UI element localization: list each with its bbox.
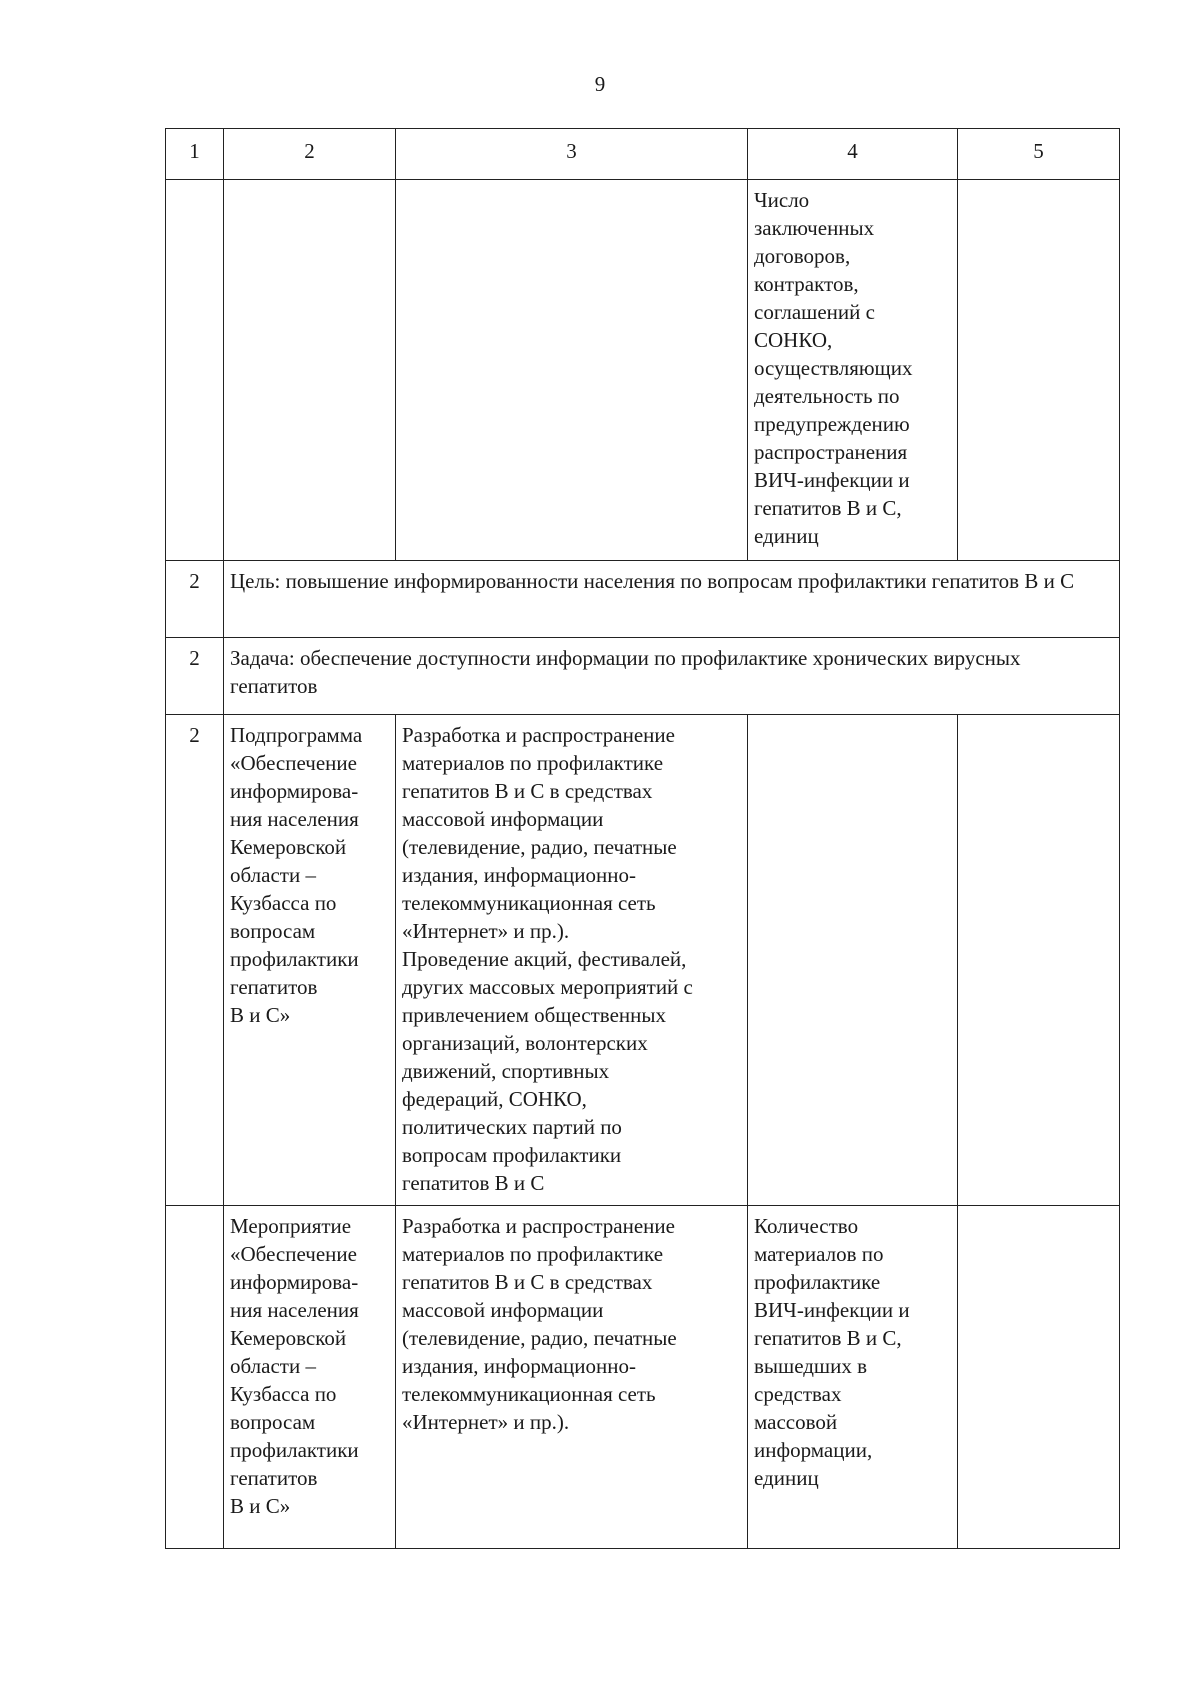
row-number-cell: 2 — [166, 638, 224, 715]
value-cell — [958, 715, 1120, 1206]
table-row — [166, 180, 1120, 561]
program-name-cell: Мероприятие «Обеспечение информирова- ния населения Кемеровской области – Кузбасса по вопросам профилактики гепатитов В и С» — [224, 1206, 396, 1549]
row-number-cell: 2 — [166, 715, 224, 1206]
indicator-cell — [748, 715, 958, 1206]
row-number-cell — [166, 1206, 224, 1549]
header-cell-5: 5 — [958, 129, 1120, 180]
description-cell: Разработка и распространение материалов по профилактике гепатитов В и С в средствах массовой информации (телевидение, радио, печатные издания, информационно- телекоммуникационная сеть «Интернет» и пр.). Проведение акций, фестивалей, других массовых мероприятий с привлечением общественных организаций, волонтерских движений, спортивных федераций, СОНКО, политических партий по вопросам профилактики гепатитов В и С — [396, 715, 748, 1206]
program-table — [165, 128, 1120, 1549]
task-text-cell: Задача: обеспечение доступности информации по профилактике хронических вирусных гепатитов — [224, 638, 1120, 715]
header-cell-2: 2 — [224, 129, 396, 180]
table-row-goal — [166, 561, 1120, 638]
row-number-cell: 2 — [166, 561, 224, 638]
value-cell — [958, 1206, 1120, 1549]
program-name-cell: Подпрограмма «Обеспечение информирова- ния населения Кемеровской области – Кузбасса по вопросам профилактики гепатитов В и С» — [224, 715, 396, 1206]
header-cell-4: 4 — [748, 129, 958, 180]
table-header-row — [166, 129, 1120, 180]
table-row-activity — [166, 1206, 1120, 1549]
header-cell-1: 1 — [166, 129, 224, 180]
header-cell-3: 3 — [396, 129, 748, 180]
goal-text-cell: Цель: повышение информированности населения по вопросам профилактики гепатитов В и С — [224, 561, 1120, 638]
page-number: 9 — [594, 72, 606, 96]
description-cell: Разработка и распространение материалов по профилактике гепатитов В и С в средствах массовой информации (телевидение, радио, печатные издания, информационно- телекоммуникационная сеть «Интернет» и пр.). — [396, 1206, 748, 1549]
description-cell — [396, 180, 748, 561]
indicator-cell: Число заключенных договоров, контрактов, соглашений с СОНКО, осуществляющих деятельность по предупреждению распространения ВИЧ-инфекции и гепатитов В и С, единиц — [748, 180, 958, 561]
value-cell — [958, 180, 1120, 561]
program-name-cell — [224, 180, 396, 561]
table-row-task — [166, 638, 1120, 715]
table-row-subprogram — [166, 715, 1120, 1206]
indicator-cell: Количество материалов по профилактике ВИЧ-инфекции и гепатитов В и С, вышедших в средствах массовой информации, единиц — [748, 1206, 958, 1549]
row-number-cell — [166, 180, 224, 561]
